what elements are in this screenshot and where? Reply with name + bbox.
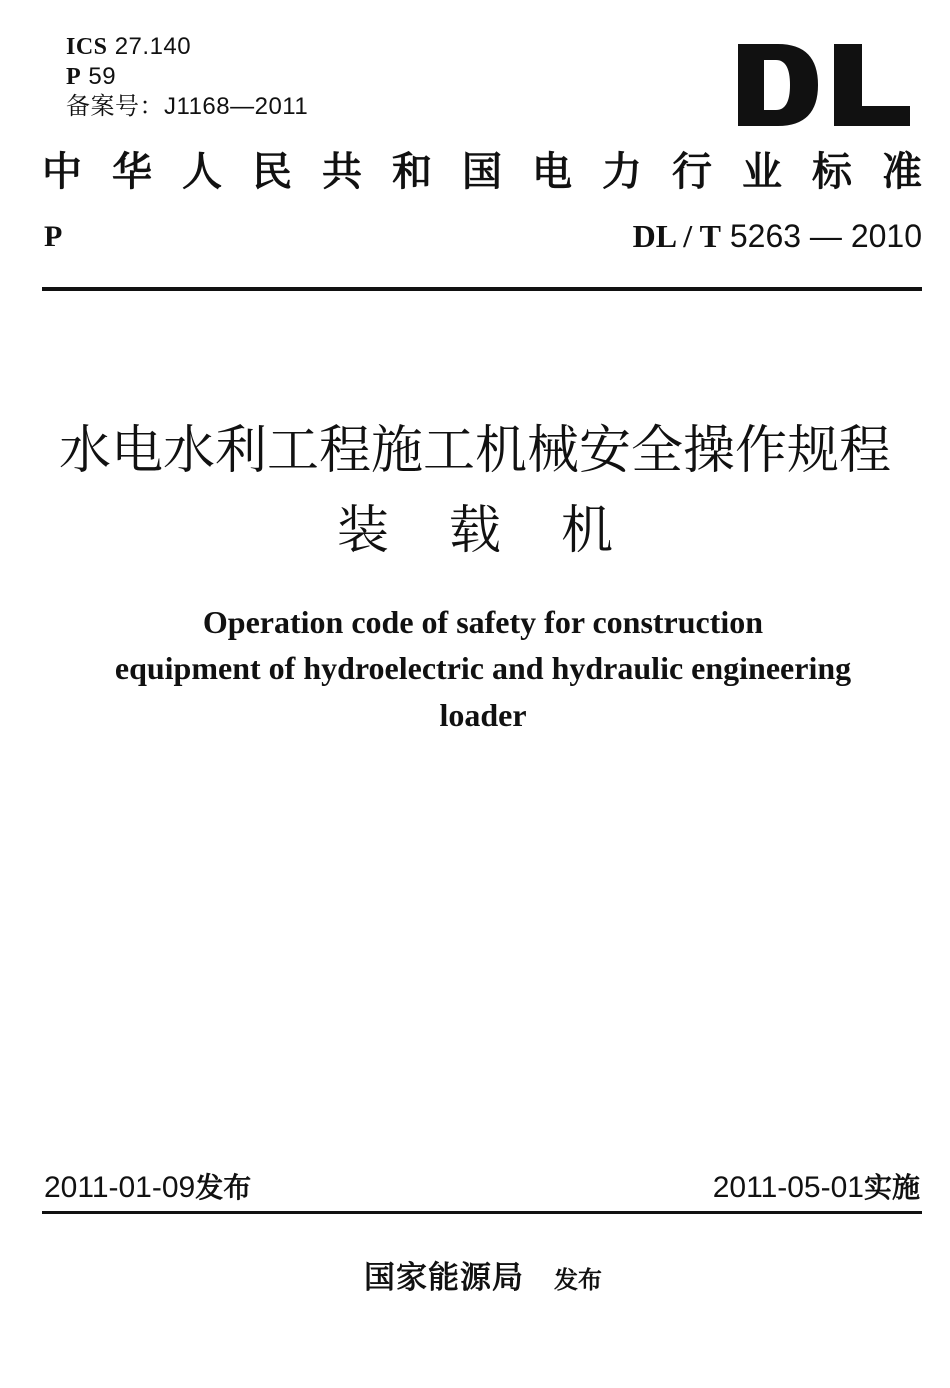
industry-char: 标 [812,148,852,195]
industry-char: 人 [182,148,222,195]
issuer-name: 国家能源局 [364,1260,524,1296]
ics-label: ICS [66,34,108,60]
category-code: P [44,220,63,253]
industry-char: 和 [392,148,432,195]
industry-char: 行 [672,148,712,195]
industry-standard-title [42,148,922,196]
issuer [0,1256,950,1305]
industry-char: 中 [42,148,82,195]
logo-letter-l [834,44,910,126]
title-english-subtitle: loader [439,697,527,733]
title-chinese: 水电水利工程施工机械安全操作规程 [58,421,891,481]
bottom-divider [42,1211,922,1214]
standard-number [633,218,922,254]
industry-char: 华 [112,148,152,195]
logo-letter-d [738,44,818,126]
ics-code [66,33,191,61]
standard-year-number: 5263 — 2010 [729,218,922,254]
dl-logo [738,44,910,126]
ics-number: 27.140 [114,33,192,60]
industry-char: 国 [462,148,502,195]
industry-char: 共 [322,148,362,195]
subtitle-chinese: 装载机 [336,501,673,561]
industry-char: 力 [602,148,642,195]
release-date [44,1168,251,1208]
top-divider [42,287,922,291]
issuer-action: 发布 [554,1266,602,1294]
implementation-date-value: 2011-05-01 [712,1171,864,1204]
title-english-line: Operation code of safety for construction [202,604,764,640]
release-label: 发布 [195,1171,252,1204]
implementation-label: 实施 [863,1171,920,1204]
release-date-value: 2011-01-09 [44,1171,196,1204]
title-english-line: equipment of hydroelectric and hydraulic engineering [114,650,852,686]
industry-char: 民 [252,148,292,195]
filing-number: 备案号：J1168—2011 [66,93,309,120]
industry-char: 准 [882,148,922,195]
industry-char: 业 [742,148,782,195]
standard-prefix: DL / T [632,218,721,254]
ccs-number: 59 [88,63,117,90]
implementation-date [713,1168,920,1208]
industry-char: 电 [532,148,572,195]
ccs-label: P [66,64,82,90]
ccs-code [66,63,116,91]
